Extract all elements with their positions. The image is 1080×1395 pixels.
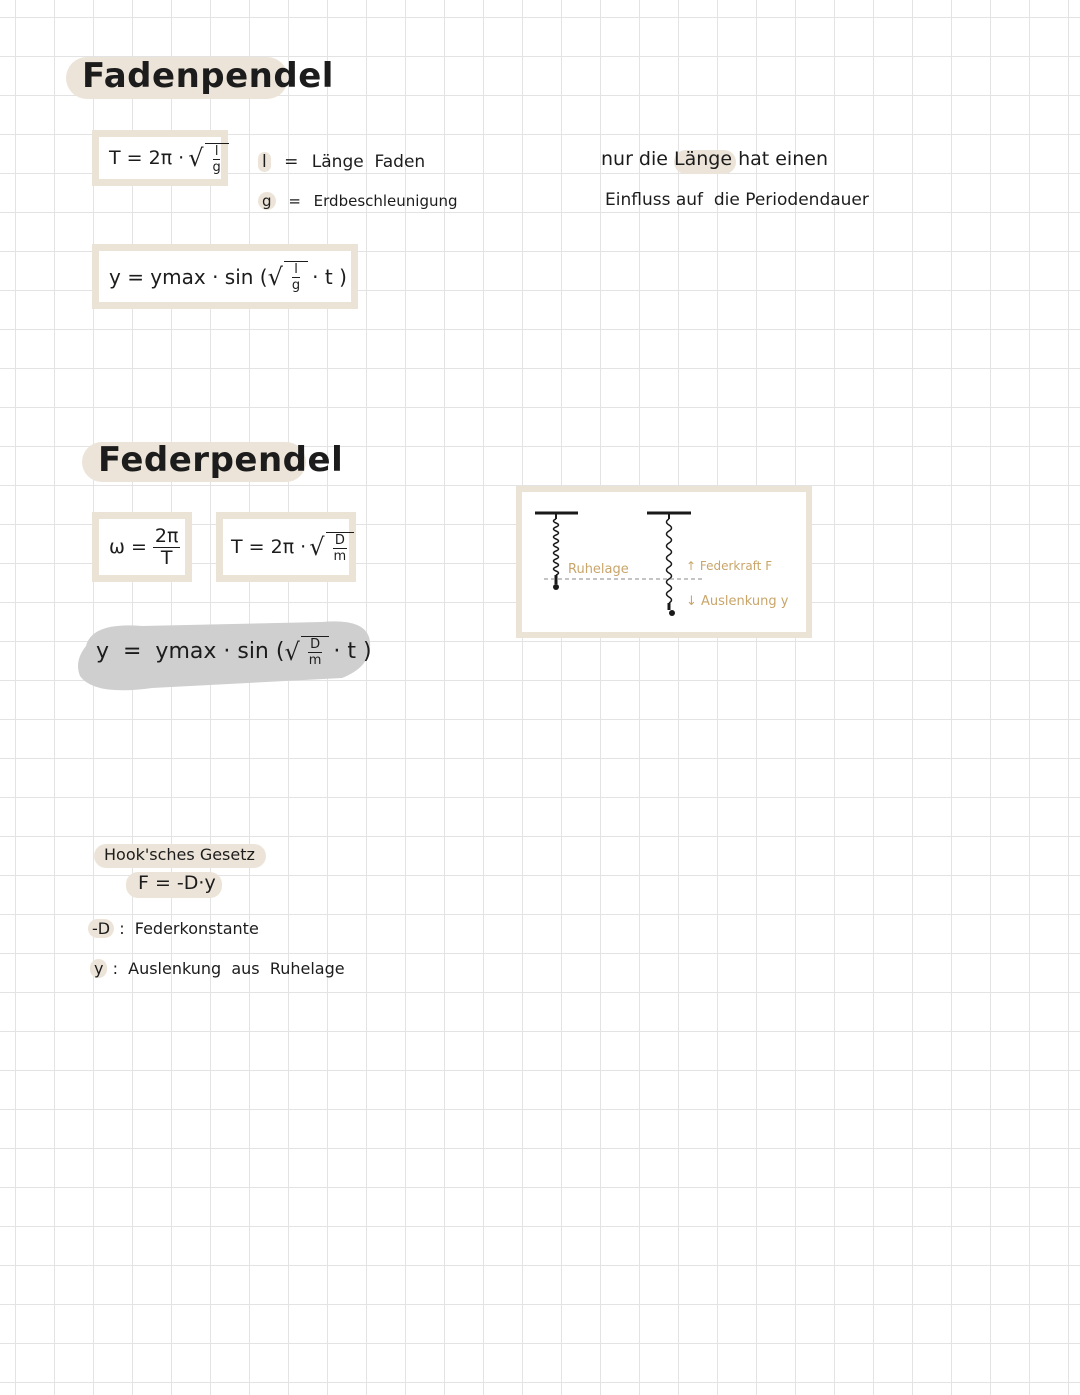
- fadenpendel-title: Fadenpendel: [82, 56, 334, 96]
- legend-g-text: Erdbeschleunigung: [313, 192, 458, 210]
- hooke-title: Hook'sches Gesetz: [104, 845, 255, 864]
- sqrt-symbol: √ $\frac{D}{m}$: [309, 532, 354, 563]
- l-over-g-fraction: $\frac{l}{g}$: [291, 262, 301, 293]
- sqrt-symbol: √ $\frac{D}{m}$: [284, 636, 329, 667]
- federpendel-title: Federpendel: [98, 440, 344, 480]
- hooke-legend-d-text: : Federkonstante: [119, 919, 259, 938]
- equation-lhs: y = ymax · sin (: [96, 639, 285, 664]
- hooke-legend-y-symbol: y: [90, 959, 107, 978]
- l-over-g-fraction: $\frac{l}{g}$: [212, 143, 221, 175]
- legend-g-symbol: g: [258, 192, 276, 210]
- two-pi-over-t-fraction: $\frac{2\pi}{T}$: [154, 524, 179, 569]
- fadenpendel-period-formula: [92, 130, 228, 186]
- equation-rhs: · t ): [312, 264, 347, 289]
- sqrt-symbol: √ $\frac{l}{g}$: [268, 261, 309, 292]
- equation-lhs: y = ymax · sin (: [109, 264, 268, 289]
- spring-left: [535, 513, 578, 590]
- sqrt-symbol: √ $\frac{l}{g}$: [188, 143, 229, 174]
- federpendel-period-lhs: T = 2π ·: [231, 536, 307, 558]
- note-line-2: Einfluss auf die Periodendauer: [605, 190, 869, 210]
- hooke-legend-d-symbol: -D: [88, 919, 114, 938]
- omega-lhs: ω =: [109, 536, 147, 558]
- period-lhs: T = 2π ·: [109, 147, 185, 169]
- spring-diagram: [522, 492, 806, 632]
- fadenpendel-equation: [92, 244, 358, 309]
- legend-l: [258, 152, 425, 172]
- legend-l-symbol: l: [258, 152, 271, 172]
- hooke-formula: F = -D·y: [138, 872, 216, 894]
- legend-g-eq: =: [288, 192, 301, 210]
- legend-l-text: Länge Faden: [311, 152, 426, 172]
- omega-formula: [92, 512, 192, 582]
- federpendel-equation: [96, 636, 372, 667]
- label-federkraft: ↑ Federkraft F: [686, 559, 773, 573]
- label-ruhelage: Ruhelage: [568, 562, 629, 577]
- label-auslenkung: ↓ Auslenkung y: [686, 594, 789, 609]
- hooke-legend-d: [88, 919, 259, 938]
- note-line-1: nur die Länge hat einen: [601, 148, 828, 170]
- legend-l-eq: =: [284, 152, 299, 172]
- spring-right: [647, 513, 691, 616]
- legend-g: [258, 192, 458, 210]
- d-over-m-fraction: $\frac{D}{m}$: [308, 637, 322, 668]
- federpendel-period-formula: [216, 512, 356, 582]
- equation-rhs: · t ): [333, 639, 372, 664]
- hooke-legend-y: [90, 959, 345, 978]
- hooke-legend-y-text: : Auslenkung aus Ruhelage: [112, 959, 345, 978]
- d-over-m-fraction: $\frac{D}{m}$: [333, 532, 347, 564]
